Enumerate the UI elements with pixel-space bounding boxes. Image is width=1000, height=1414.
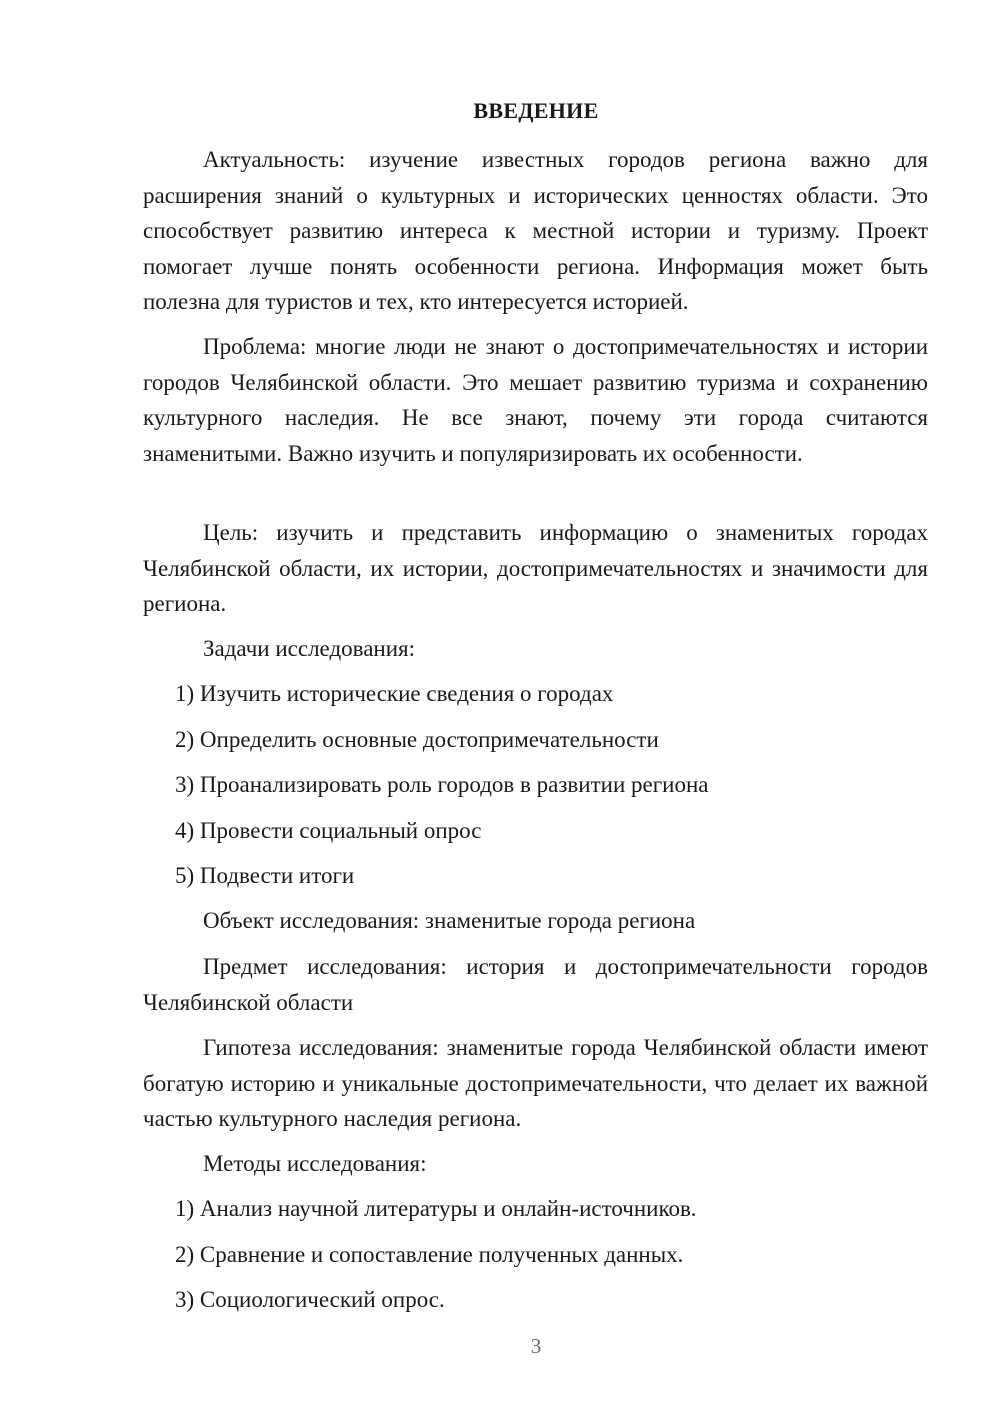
- relevance-paragraph-block: [143, 142, 928, 320]
- task-list-item: [143, 722, 928, 758]
- method-list-item: [143, 1282, 928, 1318]
- method-list-item: [143, 1191, 928, 1227]
- task-item-4: 4) Провести социальный опрос: [175, 818, 482, 843]
- tasks-label: Задачи исследования:: [203, 636, 416, 661]
- tasks-block: [143, 631, 928, 667]
- task-list-item: [143, 767, 928, 803]
- subject-block: [143, 949, 928, 1020]
- method-item-3: 3) Социологический опрос.: [175, 1287, 445, 1312]
- subject-paragraph: Предмет исследования: история и достопримечательности городов Челябинской области: [143, 954, 928, 1015]
- methods-label: Методы исследования:: [203, 1151, 427, 1176]
- hypothesis-paragraph: Гипотеза исследования: знаменитые города Челябинской области имеют богатую историю и уникальные достопримечательности, что делает их важной частью культурного наследия региона.: [143, 1035, 928, 1131]
- problem-paragraph: Проблема: многие люди не знают о достопримечательностях и истории городов Челябинской области. Это мешает развитию туризма и сохранению культурного наследия. Не все знают, почему эти города считаются знаменитыми. Важно изучить и популяризировать их особенности.: [143, 334, 928, 466]
- page-title: ВВЕДЕНИЕ: [473, 98, 599, 123]
- goal-paragraph: Цель: изучить и представить информацию о знаменитых городах Челябинской области, их истории, достопримечательностях и значимости для региона.: [143, 520, 928, 616]
- problem-paragraph-block: [143, 329, 928, 471]
- task-item-3: 3) Проанализировать роль городов в развитии региона: [175, 772, 709, 797]
- method-list-item: [143, 1237, 928, 1273]
- object-paragraph: Объект исследования: знаменитые города региона: [203, 908, 696, 933]
- task-list-item: [143, 813, 928, 849]
- goal-paragraph-block: [143, 515, 928, 622]
- method-item-2: 2) Сравнение и сопоставление полученных данных.: [175, 1242, 684, 1267]
- methods-block: [143, 1146, 928, 1182]
- task-item-5: 5) Подвести итоги: [175, 863, 355, 888]
- relevance-paragraph: Актуальность: изучение известных городов региона важно для расширения знаний о культурных и исторических ценностях области. Это способствует развитию интереса к местной истории и туризму. Проект помогает лучше понять особенности региона. Информация может быть полезна для туристов и тех, кто интересуется историей.: [143, 147, 928, 314]
- hypothesis-block: [143, 1030, 928, 1137]
- method-item-1: 1) Анализ научной литературы и онлайн-источников.: [175, 1196, 697, 1221]
- task-list-item: [143, 676, 928, 712]
- task-list-item: [143, 858, 928, 894]
- task-item-1: 1) Изучить исторические сведения о городах: [175, 681, 614, 706]
- page-number: 3: [530, 1334, 542, 1358]
- task-item-2: 2) Определить основные достопримечательности: [175, 727, 659, 752]
- object-block: [143, 903, 928, 939]
